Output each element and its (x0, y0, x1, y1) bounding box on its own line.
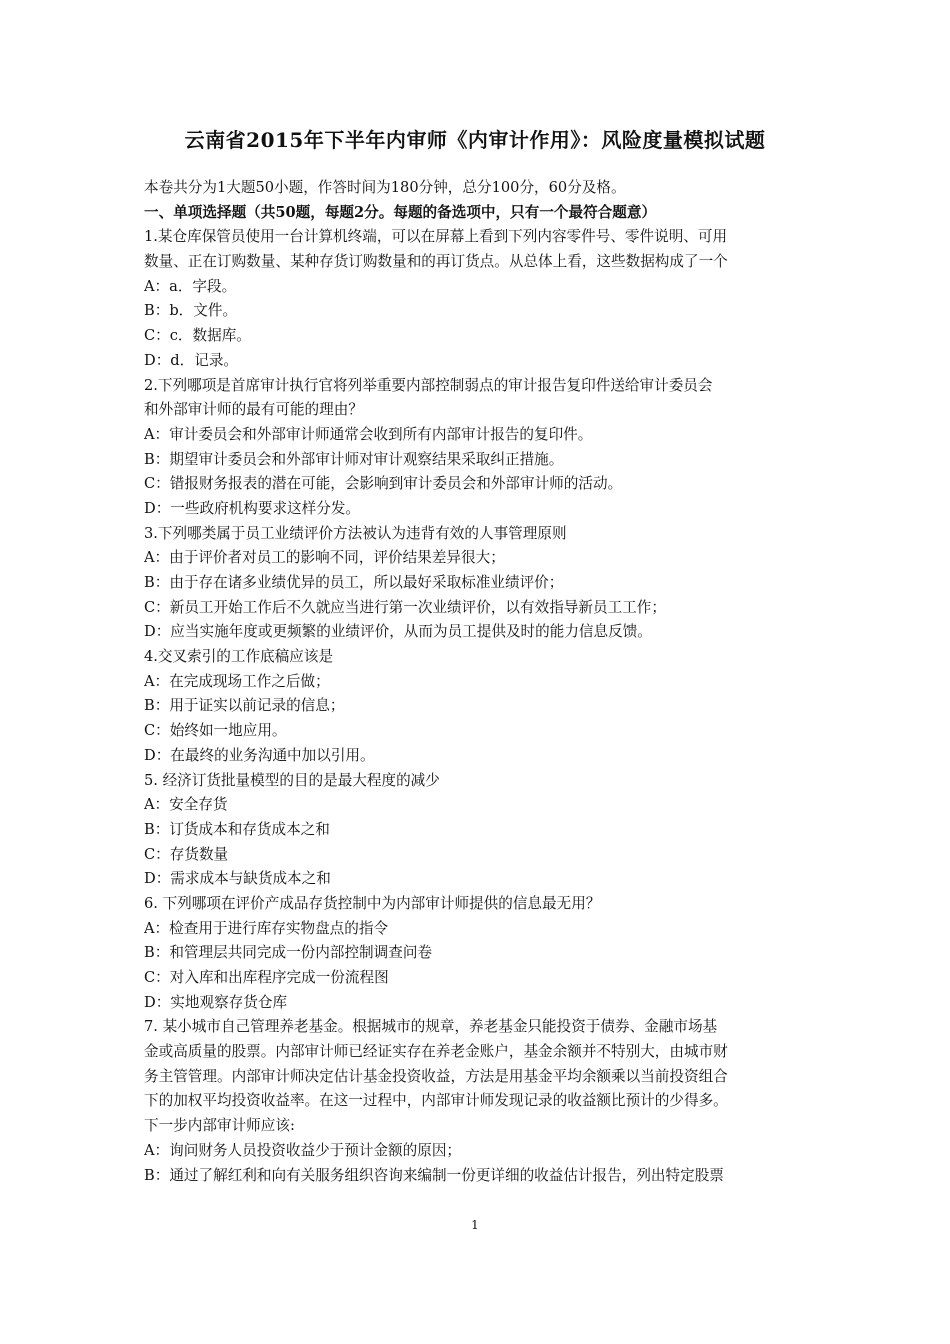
answer-option-line: B：期望审计委员会和外部审计师对审计观察结果采取纠正措施。 (144, 450, 564, 468)
question-text-line: 务主管管理。内部审计师决定估计基金投资收益，方法是用基金平均余额乘以当前投资组合 (144, 1067, 728, 1085)
section-heading: 一、单项选择题（共50题，每题2分。每题的备选项中，只有一个最符合题意） (144, 203, 657, 221)
question-list (144, 225, 816, 1188)
answer-option-line: A：由于评价者对员工的影响不同，评价结果差异很大； (144, 549, 505, 567)
answer-option-line: C：始终如一地应用。 (144, 722, 287, 740)
answer-option-line: C：c．数据库。 (144, 327, 251, 345)
intro-text: 本卷共分为1大题50小题，作答时间为180分钟，总分100分，60分及格。 (144, 179, 626, 196)
answer-option-line: D：实地观察存货仓库 (144, 993, 288, 1011)
answer-option-line: C：错报财务报表的潜在可能，会影响到审计委员会和外部审计师的活动。 (144, 475, 623, 493)
answer-option-line: D：在最终的业务沟通中加以引用。 (144, 746, 375, 764)
question-text-line: 5. 经济订货批量模型的目的是最大程度的减少 (144, 771, 440, 789)
answer-option-line: A：询问财务人员投资收益少于预计金额的原因； (144, 1141, 462, 1159)
answer-option-line: B：和管理层共同完成一份内部控制调查问卷 (144, 944, 433, 962)
answer-option-line: B：订货成本和存货成本之和 (144, 820, 330, 838)
question-text-line: 7. 某小城市自己管理养老基金。根据城市的规章，养老基金只能投资于债券、金融市场基 (144, 1018, 718, 1036)
answer-option-line: B：用于证实以前记录的信息； (144, 697, 345, 715)
question-text-line: 2.下列哪项是首席审计执行官将列举重要内部控制弱点的审计报告复印件送给审计委员会 (144, 376, 713, 394)
page-number: 1 (471, 1218, 479, 1232)
question-text-line: 下的加权平均投资收益率。在这一过程中，内部审计师发现记录的收益额比预计的少得多。 (144, 1092, 728, 1110)
answer-option-line: A：审计委员会和外部审计师通常会收到所有内部审计报告的复印件。 (144, 425, 593, 443)
document-body (144, 176, 816, 1188)
answer-option-line: C：新员工开始工作后不久就应当进行第一次业绩评价，以有效指导新员工工作； (144, 598, 666, 616)
answer-option-line: A：在完成现场工作之后做； (144, 672, 330, 690)
answer-option-line: D：应当实施年度或更频繁的业绩评价，从而为员工提供及时的能力信息反馈。 (144, 623, 652, 641)
document-title: 云南省2015年下半年内审师《内审计作用》：风险度量模拟试题 (184, 128, 766, 152)
answer-option-line: A：检查用于进行库存实物盘点的指令 (144, 919, 389, 937)
question-text-line: 下一步内部审计师应该: (144, 1117, 295, 1135)
answer-option-line: D：需求成本与缺货成本之和 (144, 870, 331, 888)
answer-option-line: A：a．字段。 (144, 277, 237, 295)
answer-option-line: B：通过了解红利和向有关服务组织咨询来编制一份更详细的收益估计报告，列出特定股票 (144, 1166, 724, 1184)
question-text-line: 数量、正在订购数量、某种存货订购数量和的再订货点。从总体上看，这些数据构成了一个 (144, 253, 728, 271)
question-text-line: 1.某仓库保管员使用一台计算机终端，可以在屏幕上看到下列内容零件号、零件说明、可用 (144, 228, 728, 246)
question-text-line: 4.交叉索引的工作底稿应该是 (144, 648, 334, 666)
question-text-line: 3.下列哪类属于员工业绩评价方法被认为违背有效的人事管理原则 (144, 524, 567, 542)
question-text-line: 金或高质量的股票。内部审计师已经证实存在养老金账户，基金余额并不特别大，由城市财 (144, 1043, 728, 1061)
answer-option-line: B：b．文件。 (144, 302, 238, 320)
question-text-line: 6. 下列哪项在评价产成品存货控制中为内部审计师提供的信息最无用？ (144, 894, 601, 912)
answer-option-line: C：存货数量 (144, 845, 229, 863)
answer-option-line: C：对入库和出库程序完成一份流程图 (144, 969, 389, 986)
answer-option-line: A：安全存货 (144, 796, 228, 814)
answer-option-line: B：由于存在诸多业绩优异的员工，所以最好采取标准业绩评价； (144, 574, 564, 591)
answer-option-line: D：d．记录。 (144, 351, 239, 369)
answer-option-line: D：一些政府机构要求这样分发。 (144, 499, 361, 517)
question-text-line: 和外部审计师的最有可能的理由？ (144, 401, 363, 419)
